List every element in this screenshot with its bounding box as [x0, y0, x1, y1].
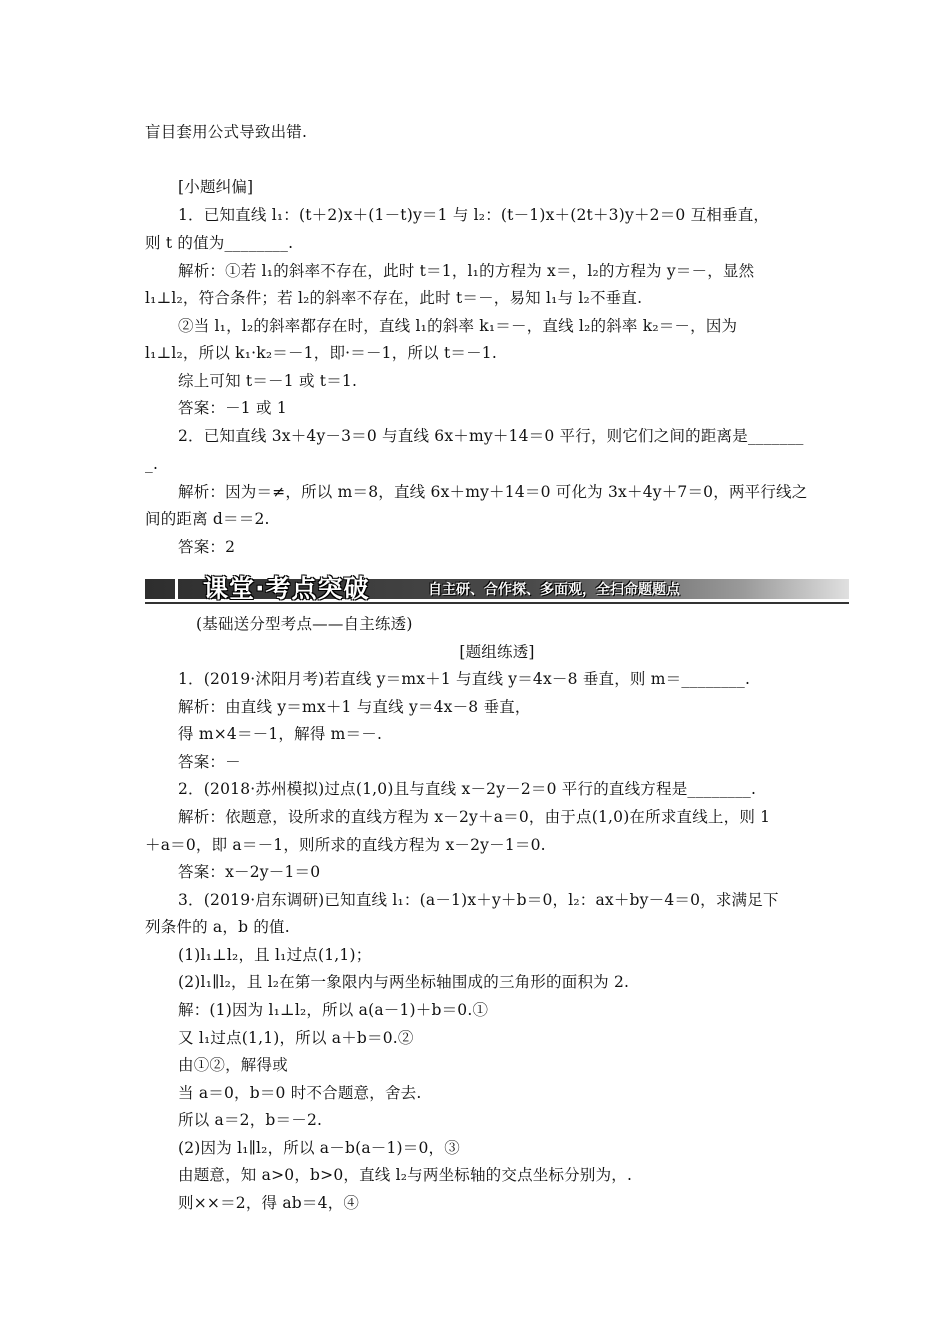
banner-subtitle: 自主研、合作探、多面观，全扫命题题点	[428, 582, 680, 598]
text-line: 所以 a＝2，b＝－2.	[178, 1111, 323, 1129]
banner-hook-icon	[175, 578, 199, 602]
text-line: 盲目套用公式导致出错.	[145, 123, 308, 141]
answer-line: 答案：2	[178, 538, 236, 556]
text-line: l₁⊥l₂，所以 k₁·k₂＝－1，即·＝－1，所以 t＝－1.	[145, 344, 497, 362]
text-line: 由题意，知 a>0，b>0，直线 l₂与两坐标轴的交点坐标分别为，.	[178, 1166, 633, 1184]
text-line: 列条件的 a，b 的值.	[145, 918, 290, 936]
text-line: 解：(1)因为 l₁⊥l₂，所以 a(a－1)＋b＝0.①	[178, 1001, 489, 1019]
banner-title: 课堂·考点突破	[203, 574, 370, 603]
answer-line: 答案：－	[178, 753, 241, 771]
text-line: 3．(2019·启东调研)已知直线 l₁：(a－1)x＋y＋b＝0，l₂：ax＋by－4＝0，求满足下	[178, 891, 779, 909]
text-line: 2．已知直线 3x＋4y－3＝0 与直线 6x＋my＋14＝0 平行，则它们之间的距离是_______	[178, 427, 804, 445]
text-line: 当 a＝0，b＝0 时不合题意，舍去.	[178, 1084, 422, 1102]
text-line: 得 m×4＝－1，解得 m＝－.	[178, 725, 383, 743]
section-heading: [小题纠偏]	[178, 178, 254, 196]
text-line: ②当 l₁，l₂的斜率都存在时，直线 l₁的斜率 k₁＝－，直线 l₂的斜率 k₂＝－，因为	[178, 317, 738, 335]
text-line: 则 t 的值为________.	[145, 234, 294, 252]
text-line: ＋a＝0，即 a＝－1，则所求的直线方程为 x－2y－1＝0.	[145, 836, 546, 854]
text-line: 2．(2018·苏州模拟)过点(1,0)且与直线 x－2y－2＝0 平行的直线方程是________.	[178, 780, 757, 798]
section-heading: [题组练透]	[459, 643, 535, 661]
text-line: (1)l₁⊥l₂，且 l₁过点(1,1)；	[178, 946, 372, 964]
text-line: 解析：依题意，设所求的直线方程为 x－2y＋a＝0，由于点(1,0)在所求直线上，则 1	[178, 808, 771, 826]
text-line: _.	[145, 455, 159, 473]
answer-line: 答案：－1 或 1	[178, 399, 287, 417]
text-line: 解析：①若 l₁的斜率不存在，此时 t＝1，l₁的方程为 x＝，l₂的方程为 y＝－，显然	[178, 262, 755, 280]
text-line: 解析：因为＝≠，所以 m＝8，直线 6x＋my＋14＝0 可化为 3x＋4y＋7＝0，两平行线之	[178, 483, 808, 501]
text-line: 1．已知直线 l₁：(t＋2)x＋(1－t)y＝1 与 l₂：(t－1)x＋(2t＋3)y＋2＝0 互相垂直，	[178, 206, 770, 224]
text-line: (2)l₁∥l₂，且 l₂在第一象限内与两坐标轴围成的三角形的面积为 2.	[178, 973, 630, 991]
text-line: 又 l₁过点(1,1)，所以 a＋b＝0.②	[178, 1029, 414, 1047]
text-line: l₁⊥l₂，符合条件；若 l₂的斜率不存在，此时 t＝－，易知 l₁与 l₂不垂直.	[145, 289, 643, 307]
text-line: 1．(2019·沭阳月考)若直线 y＝mx＋1 与直线 y＝4x－8 垂直，则 m＝________.	[178, 670, 751, 688]
answer-line: 答案：x－2y－1＝0	[178, 863, 321, 881]
text-line: 则××＝2，得 ab＝4，④	[178, 1194, 360, 1212]
text-line: 间的距离 d＝＝2.	[145, 510, 270, 528]
section-banner	[145, 574, 849, 606]
text-line: 由①②，解得或	[178, 1056, 288, 1074]
text-line: 综上可知 t＝－1 或 t＝1.	[178, 372, 358, 390]
text-line: 解析：由直线 y＝mx＋1 与直线 y＝4x－8 垂直，	[178, 698, 531, 716]
text-line: (2)因为 l₁∥l₂，所以 a－b(a－1)＝0，③	[178, 1139, 460, 1157]
section-note: (基础送分型考点——自主练透)	[196, 615, 413, 633]
